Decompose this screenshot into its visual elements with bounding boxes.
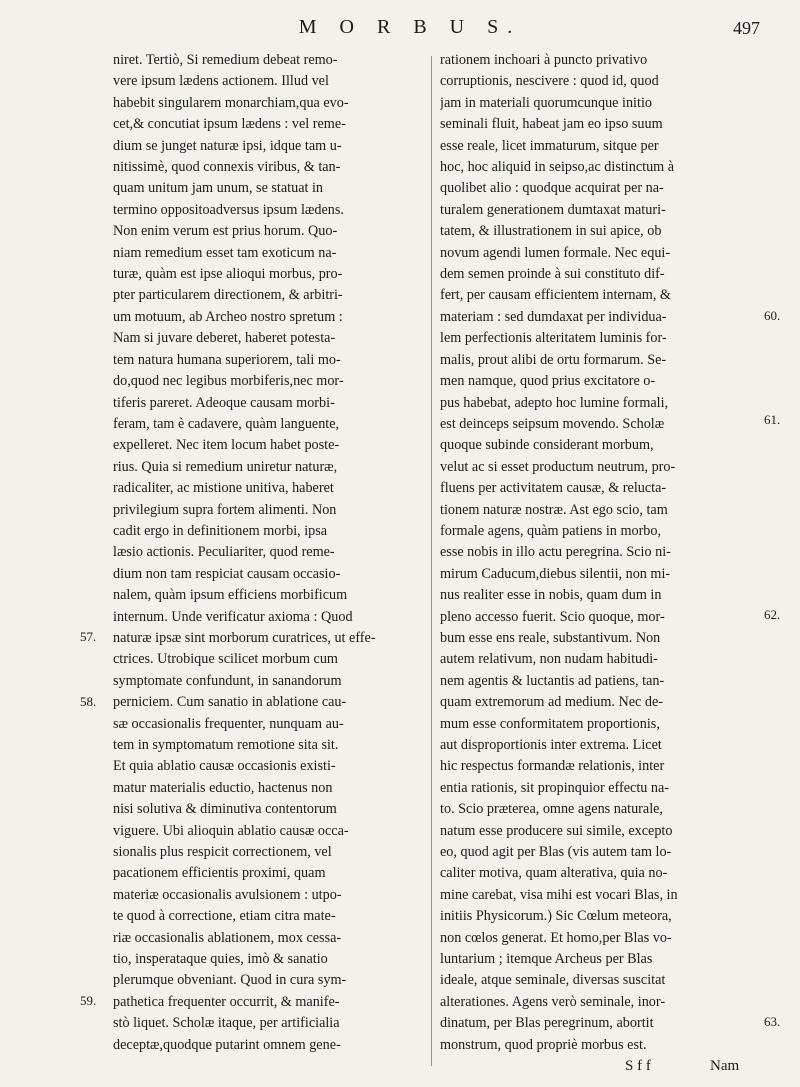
text-line: quoque subinde considerant morbum,	[440, 437, 654, 454]
margin-number-60: 60.	[764, 308, 781, 323]
text-line: monstrum, quod propriè morbus est.	[440, 1036, 647, 1053]
text-line: pter particularem directionem, & arbitri-	[113, 287, 343, 304]
text-line: luntarium ; itemque Archeus per Blas	[440, 951, 653, 968]
text-line: perniciem. Cum sanatio in ablatione cau-	[113, 694, 347, 711]
text-line: dium non tam respiciat causam occasio-	[113, 565, 341, 582]
text-line: quam extremorum ad medium. Nec de-	[440, 694, 663, 711]
text-line: radicaliter, ac mistione unitiva, haberet	[113, 480, 334, 497]
text-line: rationem inchoari à puncto privativo	[440, 52, 648, 68]
text-line: esse nobis in illo actu peregrina. Scio ni-	[440, 544, 671, 561]
text-line: hoc, hoc aliquid in seipso,ac distinctum à	[440, 159, 675, 176]
margin-number-62: 62.	[764, 607, 781, 622]
text-line: malis, prout alibi de ortu formarum. Se-	[440, 351, 667, 368]
text-line: nalem, quàm ipsum efficiens morbificum	[113, 587, 348, 604]
margin-number-57: 57.	[80, 629, 97, 644]
text-line: mine carebat, visa mihi est vocari Blas, in	[440, 886, 678, 903]
text-line: tem in symptomatum remotione sita sit.	[113, 737, 339, 753]
text-line: natum esse producere sui simile, excepto	[440, 822, 673, 839]
text-line: rius. Quia si remedium uniretur naturæ,	[113, 458, 338, 475]
text-line: feram, tam è cadavere, quàm languente,	[113, 415, 340, 432]
text-line: mirum Caducum,diebus silentii, non mi-	[440, 565, 671, 582]
text-line: novum agendi lumen formale. Nec equi-	[440, 244, 671, 261]
text-line: dinatum, per Blas peregrinum, abortit	[440, 1015, 654, 1032]
text-line: um motuum, ab Archeo nostro spretum :	[113, 308, 343, 325]
text-line: hic respectus formandæ relationis, inter	[440, 758, 665, 775]
text-line: nus realiter esse in nobis, quam dum in	[440, 587, 662, 604]
text-line: esse reale, licet immaturum, sitque per	[440, 137, 659, 154]
left-text-column	[113, 50, 426, 1056]
margin-number-58: 58.	[80, 694, 97, 709]
text-line: pus habebat, adepto hoc lumine formali,	[440, 394, 669, 411]
text-line: niam remedium esset tam exoticum na-	[113, 244, 337, 261]
text-line: jam in materiali quorumcunque initio	[440, 94, 652, 111]
text-line: habebit singularem monarchiam,qua evo-	[113, 94, 349, 111]
text-line: tatem, & illustrationem in sui apice, ob	[440, 223, 662, 240]
text-line: initiis Physicorum.) Sic Cœlum meteora,	[440, 908, 672, 925]
text-line: deceptæ,quodque putarint omnem gene-	[113, 1036, 341, 1053]
text-line: te quod à correctione, etiam citra mate-	[113, 908, 336, 925]
text-line: ideale, atque seminale, diversas suscitat	[440, 972, 666, 989]
text-line: eo, quod agit per Blas (vis autem tam lo-	[440, 844, 672, 861]
text-line: pleno accesso fuerit. Scio quoque, mor-	[440, 608, 665, 625]
signature-mark: S f f	[625, 1058, 651, 1074]
text-line: naturæ ipsæ sint morborum curatrices, ut effe-	[113, 629, 376, 646]
text-line: plerumque obveniant. Quod in cura sym-	[113, 972, 347, 989]
text-line: aut disproportionis inter extrema. Licet	[440, 737, 662, 753]
text-line: cadit ergo in definitionem morbi, ipsa	[113, 522, 328, 539]
text-line: expelleret. Nec item locum habet poste-	[113, 437, 340, 454]
text-line: Et quia ablatio causæ occasionis existi-	[113, 758, 336, 775]
text-line: turalem generationem dumtaxat maturi-	[440, 201, 666, 218]
text-line: formale agens, quàm patiens in morbo,	[440, 522, 662, 539]
text-line: sionalis plus respicit correctionem, vel	[113, 844, 332, 861]
text-line: non cœlos generat. Et homo,per Blas vo-	[440, 929, 672, 946]
text-line: tem natura humana superiorem, tali mo-	[113, 351, 341, 368]
text-line: termino oppositoadversus ipsum lædens.	[113, 201, 344, 218]
text-line: materiam : sed dumdaxat per individua-	[440, 308, 667, 325]
text-line: lem perfectionis alteritatem luminis for-	[440, 330, 667, 347]
text-line: pathetica frequenter occurrit, & manife-	[113, 993, 340, 1010]
text-line: nem agentis & luctantis ad patiens, tan-	[440, 672, 665, 689]
text-line: bum esse ens reale, substantivum. Non	[440, 629, 661, 646]
text-line: stò liquet. Scholæ itaque, per artificialia	[113, 1015, 340, 1032]
margin-number-59: 59.	[80, 993, 97, 1008]
running-title: M O R B U S.	[298, 16, 522, 38]
text-line: nitissimè, quod connexis viribus, & tan-	[113, 159, 341, 176]
text-line: tiferis pareret. Adeoque causam morbi-	[113, 394, 335, 411]
margin-number-61: 61.	[764, 412, 781, 427]
text-line: viguere. Ubi alioquin ablatio causæ occa-	[113, 822, 349, 839]
text-line: autem relativum, non nudam habitudi-	[440, 651, 658, 668]
text-line: alterationes. Agens verò seminale, inor-	[440, 993, 666, 1010]
page-header	[60, 16, 760, 50]
text-line: cet,& concutiat ipsum lædens : vel reme-	[113, 116, 346, 133]
text-line: ctrices. Utrobique scilicet morbum cum	[113, 651, 338, 668]
text-line: vere ipsum lædens actionem. Illud vel	[113, 73, 329, 90]
text-line: symptomate confundunt, in sanandorum	[113, 672, 342, 689]
text-line: to. Scio præterea, omne agens naturale,	[440, 801, 663, 818]
text-line: privilegium supra fortem alimenti. Non	[113, 501, 337, 518]
text-line: materiæ occasionalis avulsionem : utpo-	[113, 886, 342, 903]
text-line: velut ac si esset productum neutrum, pro-	[440, 458, 676, 475]
text-line: corruptionis, nescivere : quod id, quod	[440, 73, 659, 90]
text-line: do,quod nec legibus morbiferis,nec mor-	[113, 373, 344, 390]
text-line: matur materialis eductio, hactenus non	[113, 779, 333, 796]
text-line: Nam si juvare deberet, haberet potesta-	[113, 330, 336, 347]
text-line: caliter motiva, quam alterativa, quia no-	[440, 865, 668, 882]
text-line: niret. Tertiò, Si remedium debeat remo-	[113, 52, 338, 68]
text-line: internum. Unde verificatur axioma : Quod	[113, 608, 353, 625]
text-line: mum esse conformitatem proportionis,	[440, 715, 660, 732]
text-line: entia rationis, sit propinquior effectu na-	[440, 779, 670, 796]
text-line: sæ occasionalis frequenter, nunquam au-	[113, 715, 344, 732]
text-line: quam unitum jam unum, se statuat in	[113, 180, 324, 197]
column-divider	[431, 56, 432, 1066]
text-line: Non enim verum est prius horum. Quo-	[113, 223, 338, 240]
text-line: fert, per causam efficientem internam, &	[440, 287, 671, 304]
text-line: læsio actionis. Peculiariter, quod reme-	[113, 544, 335, 561]
text-line: seminali fluit, habeat jam eo ipso suum	[440, 116, 663, 133]
text-line: dem semen proinde à sui constituto dif-	[440, 266, 665, 283]
page-number: 497	[733, 18, 760, 38]
text-line: fluens per activitatem causæ, & relucta-	[440, 480, 667, 497]
text-line: pacationem efficientis proximi, quam	[113, 865, 326, 882]
text-line: quolibet alio : quodque acquirat per na-	[440, 180, 664, 197]
text-line: tionem naturæ nostræ. Ast ego scio, tam	[440, 501, 668, 518]
text-line: riæ occasionalis ablationem, mox cessa-	[113, 929, 342, 946]
text-line: nisi solutiva & diminutiva contentorum	[113, 801, 337, 818]
text-line: dium se junget naturæ ipsi, idque tam u-	[113, 137, 342, 154]
text-line: turæ, quàm est ipse alioqui morbus, pro-	[113, 266, 343, 283]
text-line: tio, insperataque quies, imò & sanatio	[113, 951, 328, 968]
catchword: Nam	[710, 1058, 740, 1074]
text-line: est deinceps seipsum movendo. Scholæ	[440, 415, 665, 432]
text-line: men namque, quod prius excitatore o-	[440, 373, 656, 390]
margin-number-63: 63.	[764, 1014, 781, 1029]
right-text-column	[440, 50, 760, 1056]
